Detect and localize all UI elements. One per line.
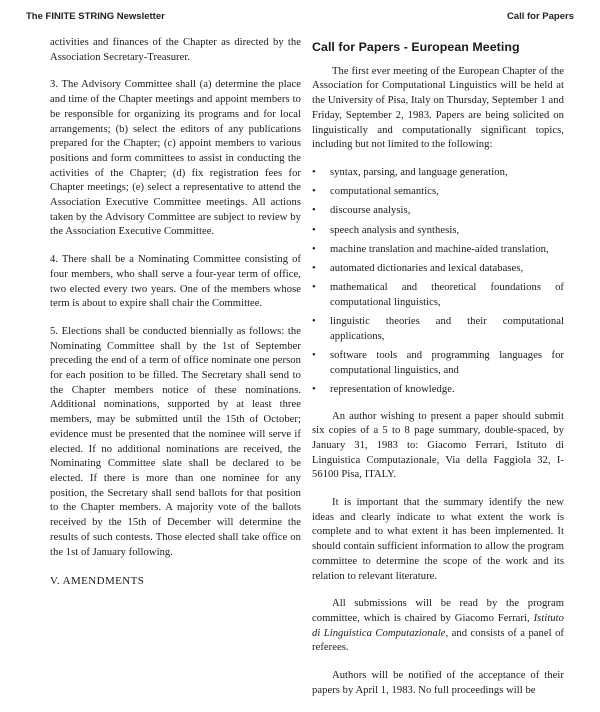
list-item [312,166,564,181]
list-item [312,185,564,200]
topic-text: software tools and programming languages for computational linguistics, and [330,349,564,376]
list-item [312,383,564,398]
bullet-icon: • [312,282,316,294]
list-item [312,349,564,378]
bullet-icon: • [312,349,316,361]
bullet-icon: • [312,186,316,198]
list-item [312,243,564,258]
list-item [312,262,564,277]
left-column [50,36,301,573]
topic-text: linguistic theories and their computational applications, [330,316,564,342]
bullet-icon: • [312,262,316,274]
newsletter-title: The FINITE STRING Newsletter [26,11,165,22]
institute-name: Istituto di Linguistica Computazionale [312,613,564,639]
topic-text: computational semantics, [330,186,439,198]
topic-text: automated dictionaries and lexical databases, [330,262,524,274]
section-label: Call for Papers [506,11,574,22]
intro-paragraph: The first ever meeting of the European Chapter of the Association for Computational Linguistics will be held at the University of Pisa, Italy on Thursday, September 1 and Friday, September 2, 1983. Papers are being solicited on linguistically and computationally significant topics, including but not limited to the following: [312,65,564,151]
importance-paragraph: It is important that the summary identify the new ideas and clearly indicate to what extent the work is complete and to what extent it has been implemented. It should contain sufficient information to allow the program committee to determine the scope of the work and its relation to relevant literature. [312,497,564,582]
topic-text: representation of knowledge. [330,383,455,395]
bullet-icon: • [312,316,316,328]
bullet-icon: • [312,243,316,255]
list-item [312,224,564,239]
list-item [312,315,564,344]
bullet-icon: • [312,205,316,217]
paragraph-continuation: activities and finances of the Chapter as directed by the Association Secretary-Treasurer. [50,37,301,63]
topic-text: machine translation and machine-aided translation, [330,243,549,255]
list-item [312,204,564,219]
section-heading-amendments: V. AMENDMENTS [50,575,145,587]
bullet-icon: • [312,383,316,395]
topic-text: mathematical and theoretical foundations of computational linguistics, [330,282,564,308]
article-title: Call for Papers - European Meeting [312,40,520,54]
topic-text: discourse analysis, [330,205,411,217]
review-paragraph [312,597,564,656]
topic-list [312,166,564,398]
notification-paragraph: Authors will be notified of the acceptance of their papers by April 1, 1983. No full proceedings will be [312,670,564,696]
topic-text: syntax, parsing, and language generation, [330,166,508,178]
bullet-icon: • [312,224,316,236]
submission-paragraph: An author wishing to present a paper should submit six copies of a 5 to 8 page summary, double-spaced, by January 31, 1983 to: Giacomo Ferrari, Istituto di Linguistica Computazionale, Via della Faggiola 32, I-56100 Pisa, ITALY. [312,410,564,481]
paragraph-elections: 5. Elections shall be conducted biennially as follows: the Nominating Committee shall by the 1st of September preceding the end of a term of office nominate one person for each position to be filled. The Secretary shall send to the Chapter members notice of these nominations. Additional nominations, supported by at least three members, may be submitted until the 15th of October; evidence must be presented that the nominee will serve if elected. If no additional nominations are received, the Nominating Committee slate shall be declared to be elected. If there is more than one nominee for any position, the Secretary shall send ballots for that position to the Chapter members. A majority vote of the ballots received by the 15th of December will determine the results of such contests. Those elected shall take office on the 1st of January following. [50,325,301,558]
paragraph-nominating-committee: 4. There shall be a Nominating Committee consisting of four members, who shall serve a four-year term of office, two elected every two years. One of the members whose term is about to expire shall chair the Committee. [50,254,301,310]
paragraph-advisory-committee: 3. The Advisory Committee shall (a) determine the place and time of the Chapter meetings and appoint members to be responsible for organizing its programs and for local arrangements; (b) select the editors of any publications prepared for the Chapter; (c) appoint members to various positions and form committees to assist in conducting the activities of the Chapter; (d) fix registration fees for Chapter meetings; (e) select a representative to attend the Association Executive Committee meetings. All actions taken by the Advisory Committee are subject to review by the Association Executive Committee. [50,79,301,238]
review-text-after: , and consists of a panel of referees. [312,627,564,654]
bullet-icon: • [312,166,316,178]
list-item [312,281,564,310]
review-text-before: All submissions will be read by the program committee, which is chaired by Giacomo Ferrari, [312,598,564,624]
right-column [312,40,564,712]
topic-text: speech analysis and synthesis, [330,224,460,236]
